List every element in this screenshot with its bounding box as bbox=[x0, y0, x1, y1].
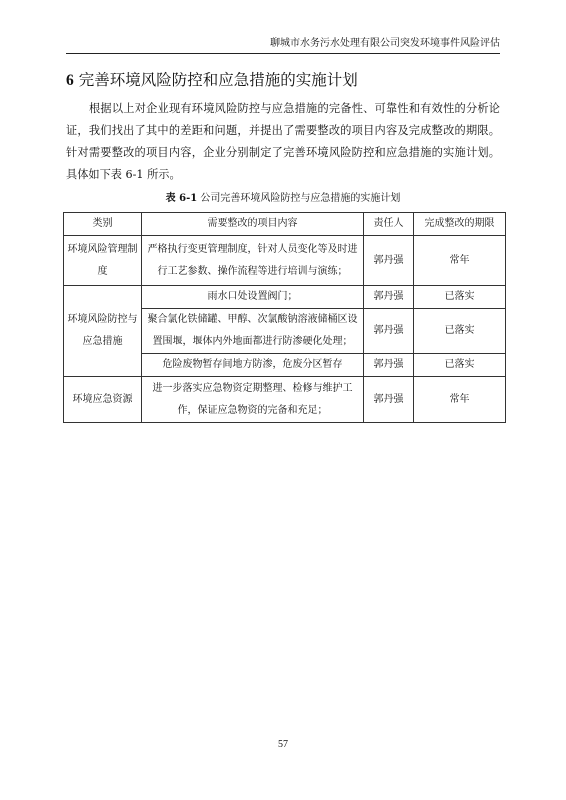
section-heading bbox=[66, 70, 358, 91]
table-row bbox=[64, 236, 506, 286]
deadline-cell: 已落实 bbox=[414, 354, 506, 377]
table-caption-number: 表 6-1 bbox=[165, 193, 198, 204]
body-paragraph: 根据以上对企业现有环境风险防控与应急措施的完备性、可靠性和有效性的分析论证，我们找出了其中的差距和问题，并提出了需要整改的项目内容及完成整改的期限。针对需要整改的项目内容，企业分别制定了完善环境风险防控和应急措施的实施计划。具体如下表 6-1 所示。 bbox=[66, 102, 500, 181]
category-cell: 环境风险防控与应急措施 bbox=[64, 286, 142, 377]
page-number: 57 bbox=[278, 739, 288, 750]
table-header-row bbox=[64, 213, 506, 236]
owner-cell: 郭丹强 bbox=[364, 377, 414, 423]
page-header: 聊城市水务污水处理有限公司突发环境事件风险评估 bbox=[270, 38, 500, 49]
owner-cell: 郭丹强 bbox=[364, 286, 414, 309]
owner-cell: 郭丹强 bbox=[364, 309, 414, 354]
header-content: 需要整改的项目内容 bbox=[142, 213, 364, 236]
deadline-cell: 常年 bbox=[414, 377, 506, 423]
header-divider bbox=[66, 53, 500, 54]
table-row bbox=[64, 377, 506, 423]
content-cell: 雨水口处设置阀门； bbox=[142, 286, 364, 309]
content-cell: 严格执行变更管理制度，针对人员变化等及时进行工艺参数、操作流程等进行培训与演练； bbox=[142, 236, 364, 286]
header-category: 类别 bbox=[64, 213, 142, 236]
section-number: 6 bbox=[66, 72, 74, 89]
action-plan-table bbox=[63, 212, 506, 423]
owner-cell: 郭丹强 bbox=[364, 236, 414, 286]
category-cell: 环境应急资源 bbox=[64, 377, 142, 423]
header-owner: 责任人 bbox=[364, 213, 414, 236]
table-caption bbox=[0, 192, 566, 206]
content-cell: 危险废物暂存间地方防渗，危废分区暂存 bbox=[142, 354, 364, 377]
deadline-cell: 常年 bbox=[414, 236, 506, 286]
deadline-cell: 已落实 bbox=[414, 309, 506, 354]
deadline-cell: 已落实 bbox=[414, 286, 506, 309]
content-cell: 进一步落实应急物资定期整理、检修与维护工作，保证应急物资的完备和充足； bbox=[142, 377, 364, 423]
section-title: 完善环境风险防控和应急措施的实施计划 bbox=[78, 71, 358, 89]
owner-cell: 郭丹强 bbox=[364, 354, 414, 377]
table-caption-title: 公司完善环境风险防控与应急措施的实施计划 bbox=[200, 193, 401, 204]
category-cell: 环境风险管理制度 bbox=[64, 236, 142, 286]
header-deadline: 完成整改的期限 bbox=[414, 213, 506, 236]
content-cell: 聚合氯化铁储罐、甲醇、次氯酸钠溶液储桶区设置围堰，堰体内外地面都进行防渗硬化处理； bbox=[142, 309, 364, 354]
table-row bbox=[64, 286, 506, 309]
